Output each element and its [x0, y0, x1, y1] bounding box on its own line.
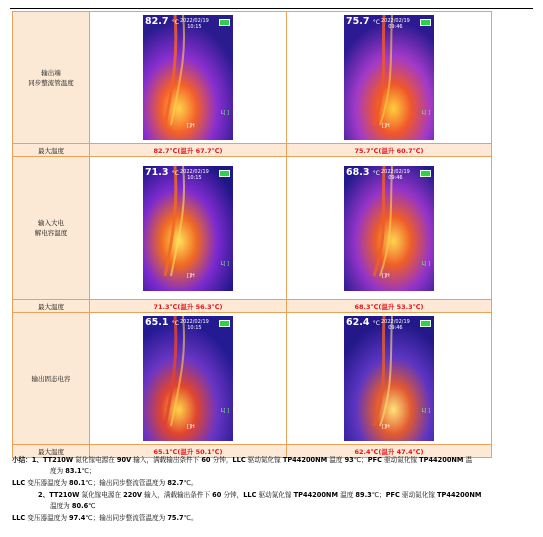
max-temperature-value: 82.7℃(温升 67.7℃)	[90, 144, 287, 157]
max-temperature-value: 65.1℃(温升 50.1℃)	[90, 445, 287, 458]
cursor-marker-icon: L[ ]	[421, 408, 430, 414]
thermal-image	[143, 316, 233, 441]
thermal-image	[344, 166, 434, 291]
battery-icon	[420, 170, 431, 177]
battery-icon	[420, 19, 431, 26]
temperature-readout: 62.4 °C	[346, 317, 380, 328]
timestamp-readout: 2022/02/19 09:46	[381, 168, 410, 181]
thermal-image	[344, 15, 434, 140]
thermal-image-cell	[90, 157, 287, 300]
max-temperature-value: 68.3℃(温升 53.3℃)	[287, 300, 492, 313]
row-label-line: 同步整流管温度	[28, 78, 74, 87]
thermal-scene	[143, 316, 233, 441]
summary-line-4: 2、TT210W 氮化镓电源在 220V 输入，满载输出条件下 60 分钟，LLC 驱动氮化镓 TP44200NM 温度 89.3℃；PFC 驱动氮化镓 TP44200NM	[38, 491, 482, 499]
hotspot-marker-icon: []H	[382, 424, 390, 430]
temperature-readout: 65.1 °C	[145, 317, 179, 328]
max-temperature-value: 75.7℃(温升 60.7℃)	[287, 144, 492, 157]
thermal-results-table	[12, 11, 492, 458]
temperature-readout: 68.3 °C	[346, 166, 380, 178]
max-temperature-value: 71.3℃(温升 56.3℃)	[90, 300, 287, 313]
max-temperature-row	[13, 144, 492, 157]
row-label	[13, 12, 90, 144]
max-temperature-label: 最大温度	[13, 445, 90, 458]
row-label-line: 输入大电	[38, 219, 64, 227]
max-temperature-label: 最大温度	[13, 300, 90, 313]
image-row	[13, 12, 492, 144]
max-temperature-row	[13, 300, 492, 313]
battery-icon	[219, 19, 230, 26]
summary-line-6: LLC 变压器温度为 97.4℃；输出同步整流管温度为 75.7℃。	[12, 514, 198, 522]
thermal-image-cell	[287, 157, 492, 300]
thermal-image	[143, 15, 233, 140]
temperature-readout: 71.3 °C	[145, 166, 179, 178]
timestamp-readout: 2022/02/19 10:15	[180, 18, 209, 30]
hotspot-marker-icon: []H	[382, 272, 390, 279]
hotspot-marker-icon: []H	[187, 424, 195, 430]
thermal-image-cell	[90, 12, 287, 144]
thermal-scene	[344, 316, 434, 441]
row-label-line: 解电容温度	[34, 229, 68, 237]
thermal-image	[344, 316, 434, 441]
summary-line-5: 温度为 80.6℃	[50, 502, 96, 510]
cursor-marker-icon: L[ ]	[220, 260, 229, 267]
image-row	[13, 157, 492, 300]
summary-line-2: 度为 83.1℃；	[50, 467, 96, 475]
row-label	[13, 313, 90, 445]
thermal-image-cell	[287, 313, 492, 445]
image-row	[13, 313, 492, 445]
thermal-scene	[143, 15, 233, 140]
row-label	[13, 157, 90, 300]
thermal-scene	[344, 15, 434, 140]
hotspot-marker-icon: []H	[382, 123, 390, 129]
summary-line-1: 小结：1、TT210W 氮化镓电源在 90V 输入，满载输出条件下 60 分钟，LLC 驱动氮化镓 TP44200NM 温度 93℃；PFC 驱动氮化镓 TP44200NM 温	[12, 456, 473, 464]
hotspot-marker-icon: []H	[187, 123, 195, 129]
hotspot-marker-icon: []H	[187, 272, 195, 279]
row-label-line: 输出固态电容	[31, 374, 71, 383]
timestamp-readout: 2022/02/19 09:46	[381, 319, 410, 331]
cursor-marker-icon: L[ ]	[220, 408, 229, 414]
cursor-marker-icon: L[ ]	[421, 260, 430, 267]
temperature-readout: 75.7 °C	[346, 16, 380, 27]
temperature-readout: 82.7 °C	[145, 16, 179, 27]
summary-line-3: LLC 变压器温度为 80.1℃；输出同步整流管温度为 82.7℃。	[12, 479, 198, 487]
thermal-image-cell	[90, 313, 287, 445]
cursor-marker-icon: L[ ]	[220, 110, 229, 116]
timestamp-readout: 2022/02/19 10:15	[180, 319, 209, 331]
max-temperature-label: 最大温度	[13, 144, 90, 157]
battery-icon	[420, 320, 431, 327]
row-label-line: 输出端	[41, 68, 61, 77]
cursor-marker-icon: L[ ]	[421, 110, 430, 116]
timestamp-readout: 2022/02/19 09:46	[381, 18, 410, 30]
battery-icon	[219, 320, 230, 327]
timestamp-readout: 2022/02/19 10:15	[180, 168, 209, 181]
thermal-image	[143, 166, 233, 291]
top-rule	[10, 8, 533, 9]
max-temperature-value: 62.4℃(温升 47.4℃)	[287, 445, 492, 458]
thermal-image-cell	[287, 12, 492, 144]
battery-icon	[219, 170, 230, 177]
